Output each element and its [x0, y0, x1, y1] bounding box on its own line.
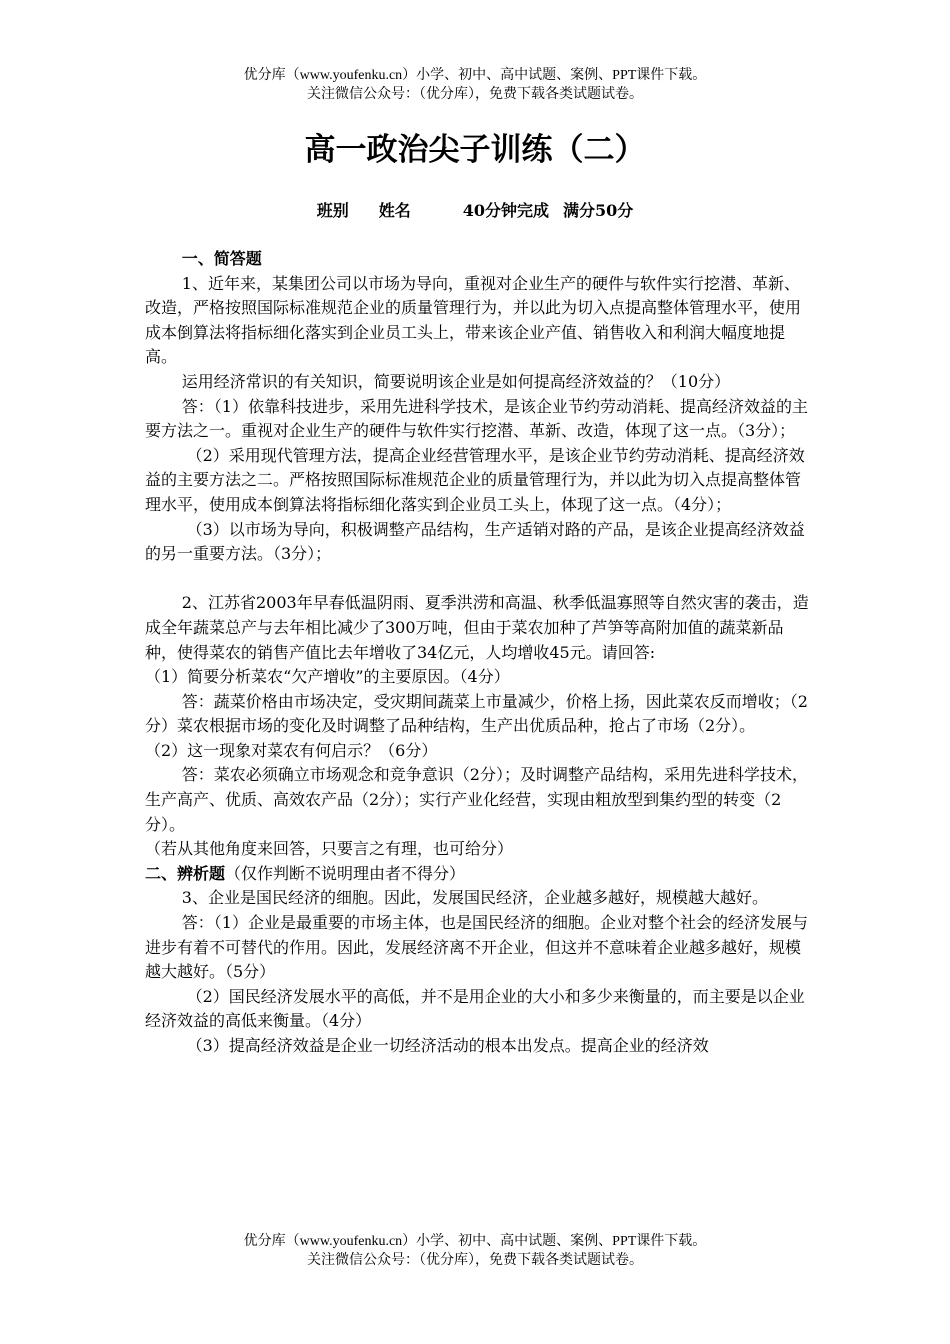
- question-2-note: （若从其他角度来回答，只要言之有理，也可给分）: [145, 839, 514, 859]
- question-2-answer-1: 答：蔬菜价格由市场决定，受灾期间蔬菜上市量减少，价格上扬，因此菜农反而增收；（2分）菜农根据市场的变化及时调整了品种结构，生产出优质品种，抢占了市场（2分）。: [145, 691, 808, 736]
- header-line-1: 优分库（www.youfenku.cn）小学、初中、高中试题、案例、PPT课件下载。: [243, 68, 707, 83]
- question-1-answer-1: 答：（1）依靠科技进步，采用先进科学技术，是该企业节约劳动消耗、提高经济效益的主要方法之一。重视对企业生产的硬件与软件实行挖潜、革新、改造，体现了这一点。（3分）；: [145, 396, 808, 441]
- full-score: 满分50分: [563, 201, 634, 220]
- question-1-text: 1、近年来，某集团公司以市场为导向，重视对企业生产的硬件与软件实行挖潜、革新、改造，严格按照国际标准规范企业的质量管理行为，并以此为切入点提高整体管理水平，使用成本倒算法将指标细化落实到企业员工头上，带来该企业产值、销售收入和利润大幅度地提高。: [145, 273, 802, 367]
- class-label: 班别: [316, 201, 349, 220]
- paragraph-gap: [145, 567, 809, 592]
- exam-meta: [0, 199, 950, 223]
- footer-line-2: 关注微信公众号：（优分库），免费下载各类试题试卷。: [307, 1253, 643, 1268]
- footer-line-1: 优分库（www.youfenku.cn）小学、初中、高中试题、案例、PPT课件下载。: [243, 1234, 707, 1249]
- question-1-answer-3: （3）以市场为导向，积极调整产品结构，生产适销对路的产品，是该企业提高经济效益的另一重要方法。（3分）；: [145, 519, 805, 564]
- question-2-sub-1: （1）简要分析菜农“欠产增收”的主要原因。（4分）: [145, 667, 510, 687]
- header-line-2: 关注微信公众号：（优分库），免费下载各类试题试卷。: [307, 87, 643, 102]
- document-body: [145, 247, 809, 1059]
- question-2-text: 2、江苏省2003年早春低温阴雨、夏季洪涝和高温、秋季低温寡照等自然灾害的袭击，造成全年蔬菜总产与去年相比减少了300万吨，但由于菜农加种了芦笋等高附加值的蔬菜新品种，使得菜农的销售产值比去年增收了34亿元，人均增收45元。请回答:: [145, 593, 809, 662]
- question-3-answer-2: （2）国民经济发展水平的高低，并不是用企业的大小和多少来衡量的，而主要是以企业经济效益的高低来衡量。（4分）: [145, 986, 805, 1031]
- question-3-text: 3、企业是国民经济的细胞。因此，发展国民经济，企业越多越好，规模越大越好。: [181, 888, 768, 908]
- question-2-sub-2: （2）这一现象对菜农有何启示？（6分）: [145, 740, 438, 760]
- question-3-answer-1: 答：（1）企业是最重要的市场主体，也是国民经济的细胞。企业对整个社会的经济发展与进步有着不可替代的作用。因此，发展经济离不开企业，但这并不意味着企业越多越好，规模越大越好。（5分）: [145, 913, 808, 982]
- page-footer: [0, 1232, 950, 1270]
- section-one-heading: 一、简答题: [181, 249, 262, 268]
- document-title: 高一政治尖子训练（二）: [304, 132, 646, 168]
- section-two-heading-line: [145, 862, 809, 887]
- section-two-heading: 二、辨析题: [145, 863, 226, 883]
- name-label: 姓名: [378, 201, 411, 220]
- time-limit: 40分钟完成: [462, 201, 550, 220]
- page-header: [0, 66, 950, 104]
- question-2-answer-2: 答：菜农必须确立市场观念和竞争意识（2分）；及时调整产品结构，采用先进科学技术，生产高产、优质、高效农产品（2分）；实行产业化经营，实现由粗放型到集约型的转变（2分）。: [145, 765, 808, 834]
- question-1-answer-2: （2）采用现代管理方法，提高企业经营管理水平，是该企业节约劳动消耗、提高经济效益的主要方法之二。严格按照国际标准规范企业的质量管理行为，并以此为切入点提高整体管理水平，使用成本倒算法将指标细化落实到企业员工头上，体现了这一点。（4分）；: [145, 445, 805, 514]
- question-1-prompt: 运用经济常识的有关知识，简要说明该企业是如何提高经济效益的？（10分）: [181, 371, 731, 391]
- section-two-heading-note: （仅作判断不说明理由者不得分）: [225, 863, 466, 883]
- question-3-answer-3: （3）提高经济效益是企业一切经济活动的根本出发点。提高企业的经济效: [186, 1036, 709, 1055]
